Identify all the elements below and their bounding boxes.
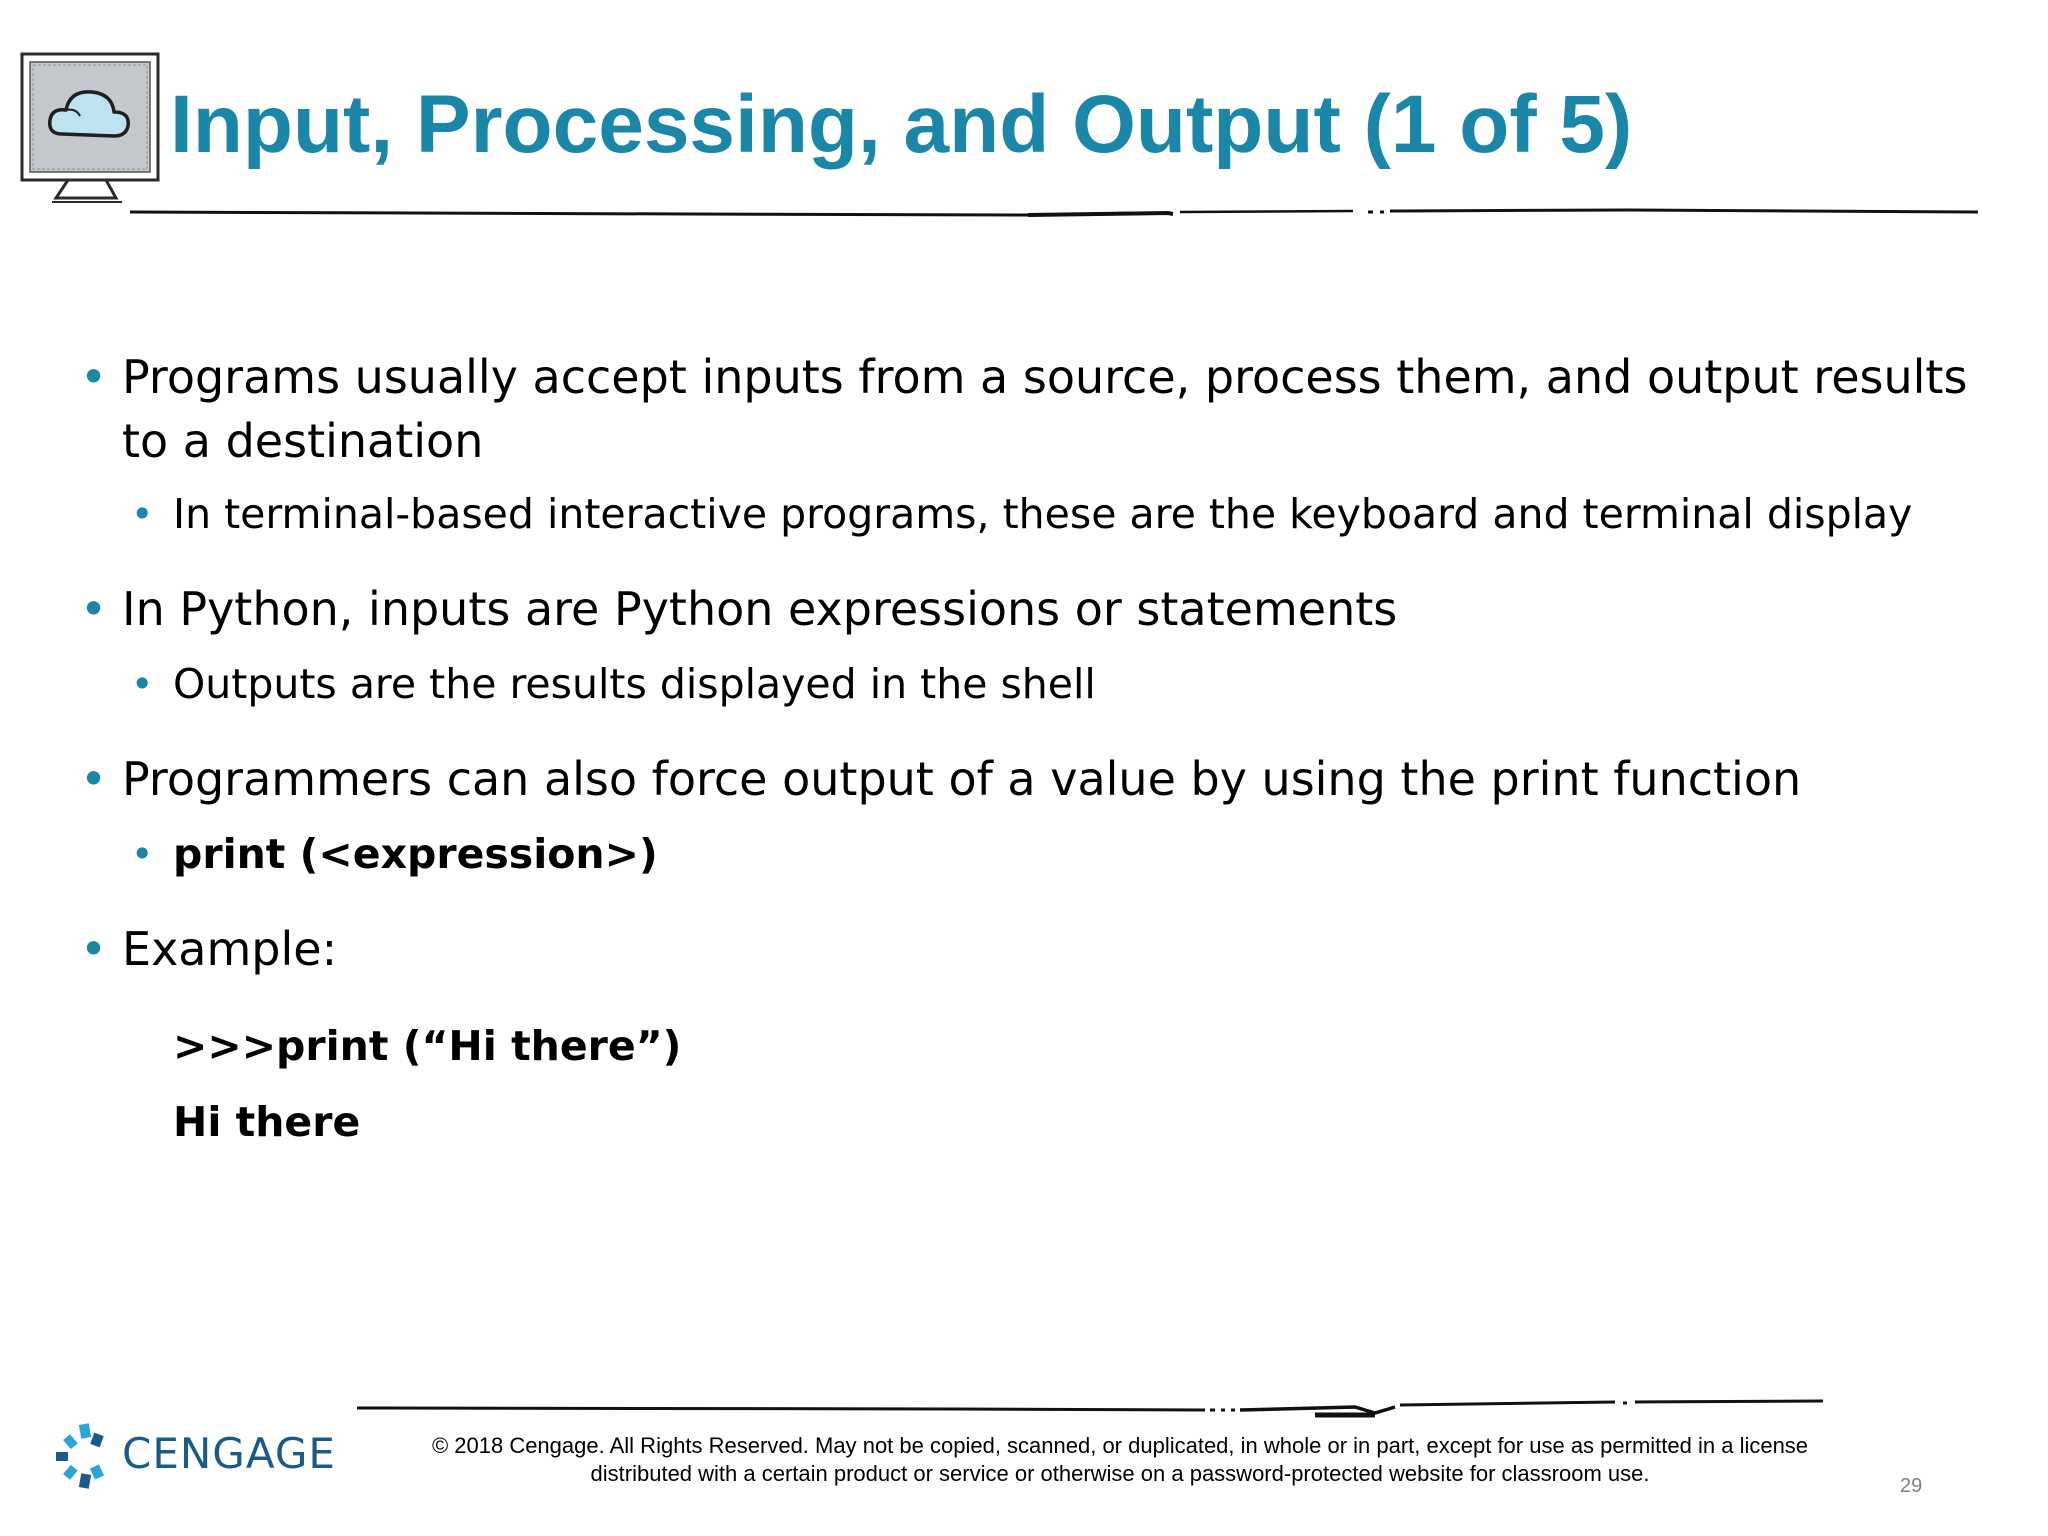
bullet-text: Example: xyxy=(122,922,338,976)
copyright-line: distributed with a certain product or service or otherwise on a password-protected website for classroom use. xyxy=(590,1461,1650,1486)
bullet-item xyxy=(80,345,2002,473)
bullet-dot: • xyxy=(80,752,108,806)
logo-wordmark: CENGAGE xyxy=(122,1429,336,1478)
cengage-logo-mark-icon xyxy=(52,1422,116,1492)
example-code: >>>print (“Hi there”) xyxy=(173,1022,682,1070)
print-syntax: print (<expression>) xyxy=(173,830,658,878)
bullet-dot: • xyxy=(131,662,154,706)
sub-bullet-text: Outputs are the results displayed in the shell xyxy=(173,660,1096,708)
bullet-item xyxy=(80,577,2000,641)
bullet-dot: • xyxy=(80,582,108,636)
bullet-dot: • xyxy=(131,492,154,536)
slide-body xyxy=(80,345,2000,1151)
bullet-dot: • xyxy=(80,922,108,976)
copyright-line: © 2018 Cengage. All Rights Reserved. May not be copied, scanned, or duplicated, in whole or in part, except for use as permitted in a license xyxy=(431,1433,1809,1458)
sub-bullet-item xyxy=(80,485,2000,543)
cengage-logo xyxy=(52,1422,342,1492)
slide-title: Input, Processing, and Output (1 of 5) xyxy=(170,79,1633,170)
copyright-notice xyxy=(390,1432,1850,1488)
sub-bullet-item xyxy=(80,825,2000,883)
bullet-text: Programs usually accept inputs from a source, process them, and output results to a destination xyxy=(122,350,1968,468)
bullet-dot: • xyxy=(80,350,108,404)
bullet-item xyxy=(80,747,2000,811)
bullet-item xyxy=(80,917,2000,981)
page-number: 29 xyxy=(1900,1475,1923,1497)
bullet-text: In Python, inputs are Python expressions or statements xyxy=(122,582,1398,636)
bullet-text: Programmers can also force output of a value by using the print function xyxy=(122,752,1802,806)
sub-bullet-text: In terminal-based interactive programs, these are the keyboard and terminal display xyxy=(173,490,1913,538)
sub-bullet-item xyxy=(80,655,2000,713)
bullet-dot: • xyxy=(131,832,154,876)
footer-divider xyxy=(355,1393,1825,1423)
example-output: Hi there xyxy=(173,1098,361,1146)
title-divider xyxy=(128,205,1980,221)
computer-monitor-cloud-icon xyxy=(18,50,164,210)
